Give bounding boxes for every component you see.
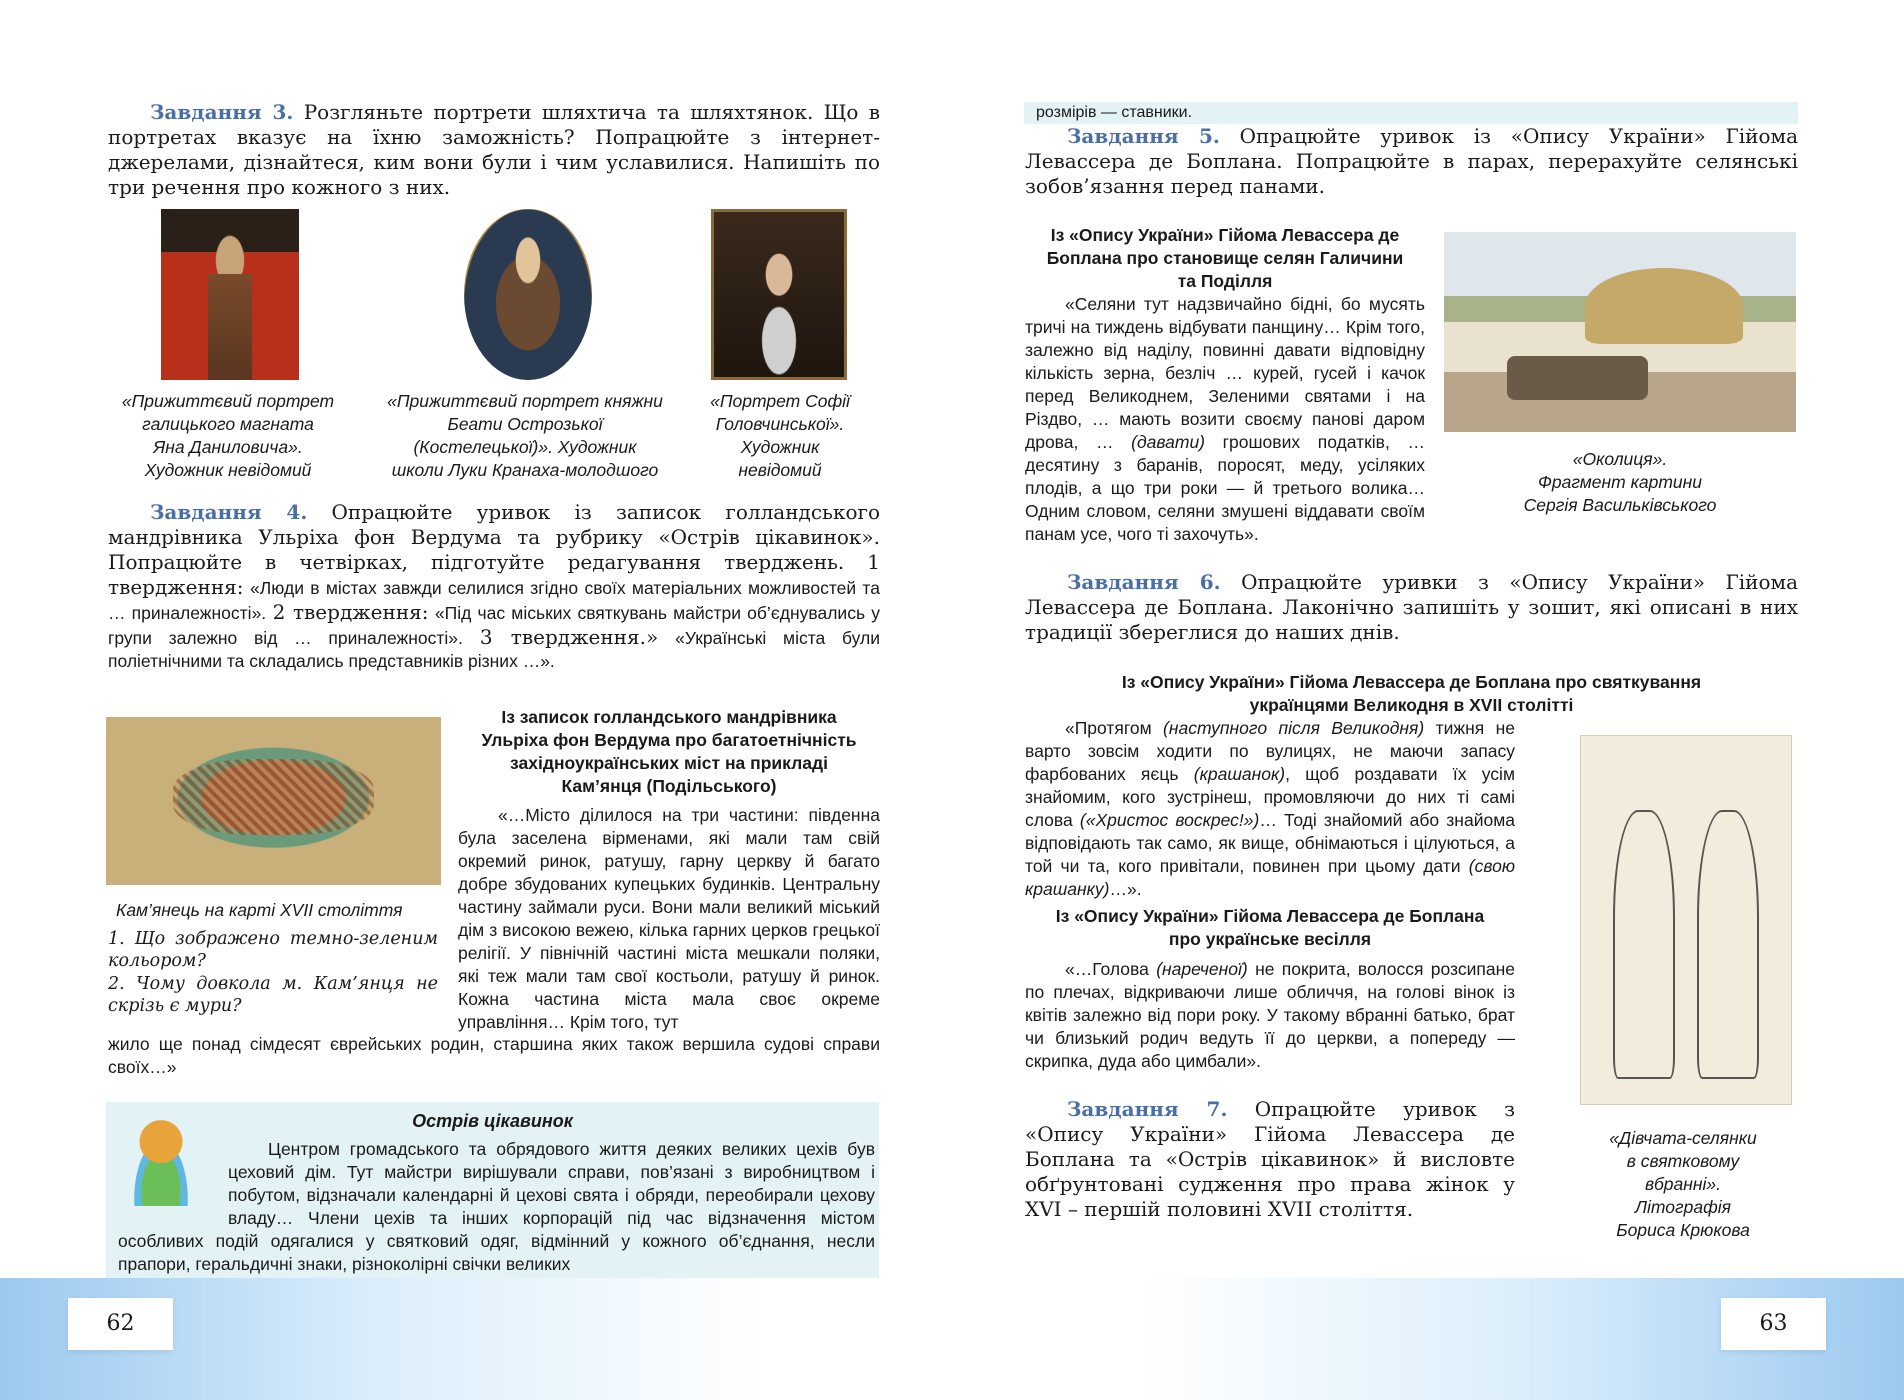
task6-label: Завдання 6. <box>1067 570 1221 594</box>
wedding-title: Із «Опису України» Гійома Левассера де Боплана про українське весілля <box>1055 906 1485 949</box>
verdum-title: Із записок голландського мандрівника Ульріха фон Вердума про багатоетнічність західноукраїнських міст на прикладі Кам’янця (Подільського) <box>481 707 857 796</box>
curious-title: Острів цікавинок <box>412 1111 573 1131</box>
task7-paragraph: Завдання 7. Опрацюйте уривок з «Опису України» Гійома Левассера де Боплана та «Острів цікавинок» й висловте обґрунтовані судження про права жінок у XVI – першій половині XVII століття. <box>1025 1097 1516 1221</box>
painting-caption: «Околиця». Фрагмент картини Сергія Васильківського <box>1523 449 1717 515</box>
page-number-right: 63 <box>1721 1298 1826 1350</box>
task7-label: Завдання 7. <box>1067 1097 1228 1121</box>
easter-body: «Протягом (наступного після Великодня) тижня не варто зовсім ходити по вулицях, не маючи запасу фарбованих яєць (крашанок), щоб роздавати їх усім знайомим, кого зустрінеш, промовляючи до них ті самі слова («Христос воскрес!»)… Тоді знайомий або знайома відповідають так само, як вище, обнімаються і цілуються, а той чи та, кого привітали, повинен при цьому дати (свою крашанку)…». <box>1025 718 1515 899</box>
task3-paragraph <box>108 100 880 200</box>
page-number-left: 62 <box>68 1298 173 1350</box>
task6-paragraph: Завдання 6. Опрацюйте уривки з «Опису України» Гійома Левассера де Боплана. Лаконічно запишіть у зошит, які описані в них традиції збереглися до наших днів. <box>1025 570 1798 644</box>
map-question-1: 1. Що зображено темно-зеленим кольором? <box>108 929 438 971</box>
portrait-beata-ostrozka <box>464 209 592 380</box>
curious-island-box <box>106 1102 879 1278</box>
verdum-body: «…Місто ділилося на три частини: південна була заселена вірменами, які мали там свій окремий ринок, ратушу, гарну церкву й багато добре збудованих купецьких будинків. Центральну частину займали руси. Вони мали великий міський дім з високою вежею, кілька гарних церков грецької релігії. У північній частині міста мешкали поляки, які теж мали там свої костьоли, ратушу й ринок. Кожна частина міста мала своє окреме управління… Крім того, тут <box>458 805 880 1032</box>
task5-label: Завдання 5. <box>1067 124 1220 148</box>
map-question-2: 2. Чому довкола м. Кам’янця не скрізь є мури? <box>108 974 438 1016</box>
task4-paragraph: Завдання 4. Опрацюйте уривок із записок голландського мандрівника Ульріха фон Вердума та рубрику «Острів цікавинок». Попрацюйте в четвірках, підготуйте редагування тверджень. 1 твердження: «Люди в містах завжди селилися згідно своїх матеріальних можливостей та … приналежності». 2 твердження: «Під час міських святкувань майстри об’єднувались у групи залежно від … приналежності». 3 твердження.» «Українські міста були поліетнічними та складались представників різних …». <box>108 500 881 671</box>
portrait-caption-1: «Прижиттєвий портрет галицького магната Яна Даниловича». Художник невідомий <box>121 391 335 480</box>
portrait-sofia-holovchynska <box>711 209 847 380</box>
peasant-girls-lithograph <box>1580 735 1792 1105</box>
portrait-caption-2: «Прижиттєвий портрет княжни Беати Острозької (Костелецької)». Художник школи Луки Кранаха-молодшого <box>387 391 663 480</box>
task4-label: Завдання 4. <box>150 500 308 524</box>
map-caption: Кам’янець на карті XVII століття <box>116 900 403 920</box>
portrait-jan-danylovych <box>161 209 299 380</box>
right-page <box>952 0 1904 1400</box>
task3-text: Розгляньте портрети шляхтича та шляхтянок. Що в портретах вказує на їхню заможність? Попрацюйте з інтернет-джерелами, дізнайтеся, ким вони були і чим уславилися. Напишіть по три речення про кожного з них. <box>108 100 880 199</box>
curious-text: Центром громадського та обрядового життя деяких великих цехів був цеховий дім. Тут майстри вирішували справи, пов’язані з виробництвом і побутом, відзначали календарні й цехові свята і обряди, переобирали цехову владу… Члени цехів та інших корпорацій під час відзначення містом особливих подій одягалися у святковий одяг, відмінний у кожного об’єднання, несли прапори, геральдичні знаки, різноколірні свічки великих <box>118 1139 875 1274</box>
continued-box: розмірів — ставники. <box>1024 102 1798 124</box>
portrait-caption-3: «Портрет Софії Головчинської». Художник невідомий <box>710 391 850 480</box>
beauplan-peasants-title: Із «Опису України» Гійома Левассера де Боплана про становище селян Галичини та Поділля <box>1046 225 1404 291</box>
task5-paragraph: Завдання 5. Опрацюйте уривок із «Опису України» Гійома Левассера де Боплана. Попрацюйте в парах, перерахуйте селянські зобов’язання перед панами. <box>1025 124 1799 198</box>
kamianets-map-image <box>106 717 441 885</box>
verdum-body-tail: жило ще понад сімдесят єврейських родин, старшина яких також вершила судові справи своїх…» <box>108 1034 880 1077</box>
beauplan-peasants-body: «Селяни тут надзвичайно бідні, бо мусять тричі на тиждень відбувати панщину… Крім того, залежно від наділу, повинні давати відповідну кількість зерна, безліч … курей, гусей і качок перед Великоднем, Зеленими святами і на Різдво, … мають возити своєму панові даром дрова, … (давати) грошових податків, … десятину з баранів, поросят, меду, усіляких плодів, а що три роки — й третього волика… Одним словом, селяни змушені віддавати своїм панам усе, чого ті захочуть». <box>1025 294 1425 544</box>
task3-label: Завдання 3. <box>150 100 294 124</box>
okolytsia-painting <box>1444 232 1796 432</box>
wedding-body: «…Голова (нареченої) не покрита, волосся розсипане по плечах, відкриваючи лише обличчя, на голові вінок із квітів залежно від пори року. У такому вбранні батько, брат чи близький родич ведуть її до церкви, а попереду — скрипка, дуда або цимбали». <box>1025 959 1515 1071</box>
easter-title: Із «Опису України» Гійома Левассера де Боплана про святкування українцями Великодня в XVII столітті <box>1121 672 1702 715</box>
litho-caption: «Дівчата-селянки в святковому вбранні». Літографія Бориса Крюкова <box>1609 1128 1757 1240</box>
